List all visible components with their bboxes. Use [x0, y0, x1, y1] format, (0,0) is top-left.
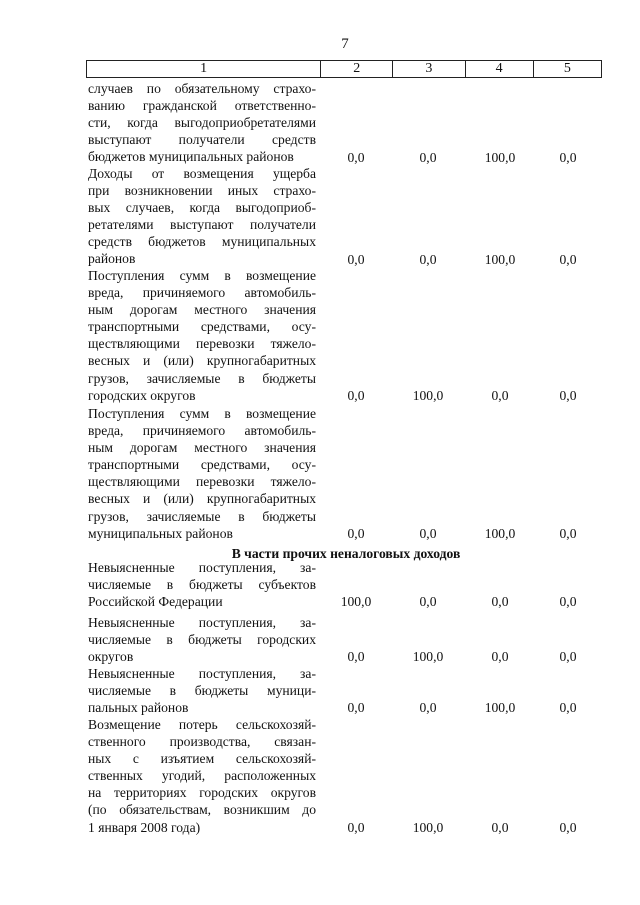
- row-description: [88, 665, 316, 716]
- column-header-1: 1: [87, 61, 321, 78]
- value-col-2: 0,0: [347, 149, 365, 165]
- column-header-2: 2: [321, 61, 393, 78]
- description-line: вых случаев, когда выгодоприоб-: [88, 200, 316, 216]
- value-col-5: 0,0: [559, 525, 577, 541]
- value-col-3: 0,0: [419, 594, 437, 610]
- value-col-3: 0,0: [419, 700, 437, 716]
- description-line: округов: [88, 649, 134, 665]
- description-line: Доходы от возмещения ущерба: [88, 166, 316, 181]
- value-col-4: 100,0: [484, 700, 516, 716]
- description-line: Поступления сумм в возмещение: [88, 406, 316, 421]
- description-line: ственных угодий, расположенных: [88, 768, 316, 784]
- row-description: [88, 165, 316, 268]
- page-number: 7: [341, 36, 349, 52]
- value-col-4: 0,0: [491, 594, 509, 610]
- description-line: Возмещение потерь сельскохозяй-: [88, 717, 316, 732]
- description-line: числяемые в бюджеты городских: [88, 632, 316, 648]
- description-line: вреда, причиняемого автомобиль-: [88, 423, 316, 439]
- table-row: [88, 80, 608, 166]
- value-col-3: 0,0: [419, 251, 437, 267]
- table-row: [88, 614, 608, 665]
- value-col-2: 100,0: [340, 594, 372, 610]
- value-col-4: 100,0: [484, 525, 516, 541]
- row-description: [88, 559, 316, 610]
- description-line: районов: [88, 251, 136, 267]
- description-line: средств бюджетов муниципальных: [88, 234, 316, 250]
- description-line: весных и (или) крупногабаритных: [88, 353, 316, 369]
- description-line: ным дорогам местного значения: [88, 302, 316, 318]
- row-description: [88, 80, 316, 165]
- description-line: ных с изъятием сельскохозяй-: [88, 751, 316, 767]
- table-row: [88, 716, 608, 836]
- value-col-4: 0,0: [491, 387, 509, 403]
- value-col-5: 0,0: [559, 149, 577, 165]
- column-header-5: 5: [533, 61, 601, 78]
- description-line: Поступления сумм в возмещение: [88, 268, 316, 283]
- table-row: [88, 665, 608, 716]
- description-line: выступают получатели средств: [88, 132, 316, 148]
- description-line: бюджетов муниципальных районов: [88, 149, 294, 165]
- table-row: [88, 405, 608, 542]
- value-col-5: 0,0: [559, 251, 577, 267]
- value-col-2: 0,0: [347, 700, 365, 716]
- table-row: [88, 165, 608, 268]
- description-line: ственного производства, связан-: [88, 734, 316, 750]
- description-line: (по обязательствам, возникшим до: [88, 802, 316, 818]
- description-line: 1 января 2008 года): [88, 819, 201, 835]
- section-title: В части прочих неналоговых доходов: [231, 546, 461, 561]
- value-col-5: 0,0: [559, 700, 577, 716]
- description-line: транспортными средствами, осу-: [88, 457, 316, 473]
- description-line: городских округов: [88, 387, 196, 403]
- value-col-5: 0,0: [559, 594, 577, 610]
- value-col-3: 0,0: [419, 149, 437, 165]
- description-line: числяемые в бюджеты муници-: [88, 683, 316, 699]
- description-line: муниципальных районов: [88, 525, 233, 541]
- column-header-4: 4: [465, 61, 533, 78]
- value-col-2: 0,0: [347, 387, 365, 403]
- value-col-4: 0,0: [491, 649, 509, 665]
- value-col-2: 0,0: [347, 819, 365, 835]
- row-description: [88, 405, 316, 542]
- description-line: Невыясненные поступления, за-: [88, 615, 316, 630]
- description-line: числяемые в бюджеты субъектов: [88, 577, 316, 593]
- value-col-5: 0,0: [559, 819, 577, 835]
- description-line: при возникновении иных страхо-: [88, 183, 316, 199]
- value-col-3: 0,0: [419, 525, 437, 541]
- description-line: ным дорогам местного значения: [88, 440, 316, 456]
- value-col-3: 100,0: [412, 819, 444, 835]
- value-col-2: 0,0: [347, 649, 365, 665]
- column-header-table: [86, 60, 602, 78]
- description-line: Российской Федерации: [88, 594, 223, 610]
- description-line: пальных районов: [88, 700, 189, 716]
- description-line: грузов, зачисляемые в бюджеты: [88, 508, 316, 524]
- value-col-2: 0,0: [347, 251, 365, 267]
- description-line: ществляющими перевозки тяжело-: [88, 474, 316, 490]
- column-header-3: 3: [393, 61, 465, 78]
- description-line: сти, когда выгодоприобретателями: [88, 115, 316, 131]
- value-col-3: 100,0: [412, 649, 444, 665]
- value-col-5: 0,0: [559, 387, 577, 403]
- value-col-4: 0,0: [491, 819, 509, 835]
- description-line: Невыясненные поступления, за-: [88, 560, 316, 575]
- value-col-4: 100,0: [484, 149, 516, 165]
- column-header-row: [87, 61, 602, 78]
- description-line: ществляющими перевозки тяжело-: [88, 336, 316, 352]
- description-line: весных и (или) крупногабаритных: [88, 491, 316, 507]
- value-col-5: 0,0: [559, 649, 577, 665]
- description-line: грузов, зачисляемые в бюджеты: [88, 370, 316, 386]
- description-line: Невыясненные поступления, за-: [88, 666, 316, 681]
- table-row: [88, 559, 608, 610]
- table-row: [88, 267, 608, 404]
- description-line: ванию гражданской ответственно-: [88, 98, 316, 114]
- description-line: транспортными средствами, осу-: [88, 319, 316, 335]
- description-line: вреда, причиняемого автомобиль-: [88, 285, 316, 301]
- description-line: случаев по обязательному страхо-: [88, 81, 316, 96]
- value-col-4: 100,0: [484, 251, 516, 267]
- row-description: [88, 716, 316, 836]
- description-line: на территориях городских округов: [88, 785, 316, 801]
- value-col-3: 100,0: [412, 387, 444, 403]
- value-col-2: 0,0: [347, 525, 365, 541]
- description-line: ретателями выступают получатели: [88, 217, 316, 233]
- row-description: [88, 614, 316, 665]
- row-description: [88, 267, 316, 404]
